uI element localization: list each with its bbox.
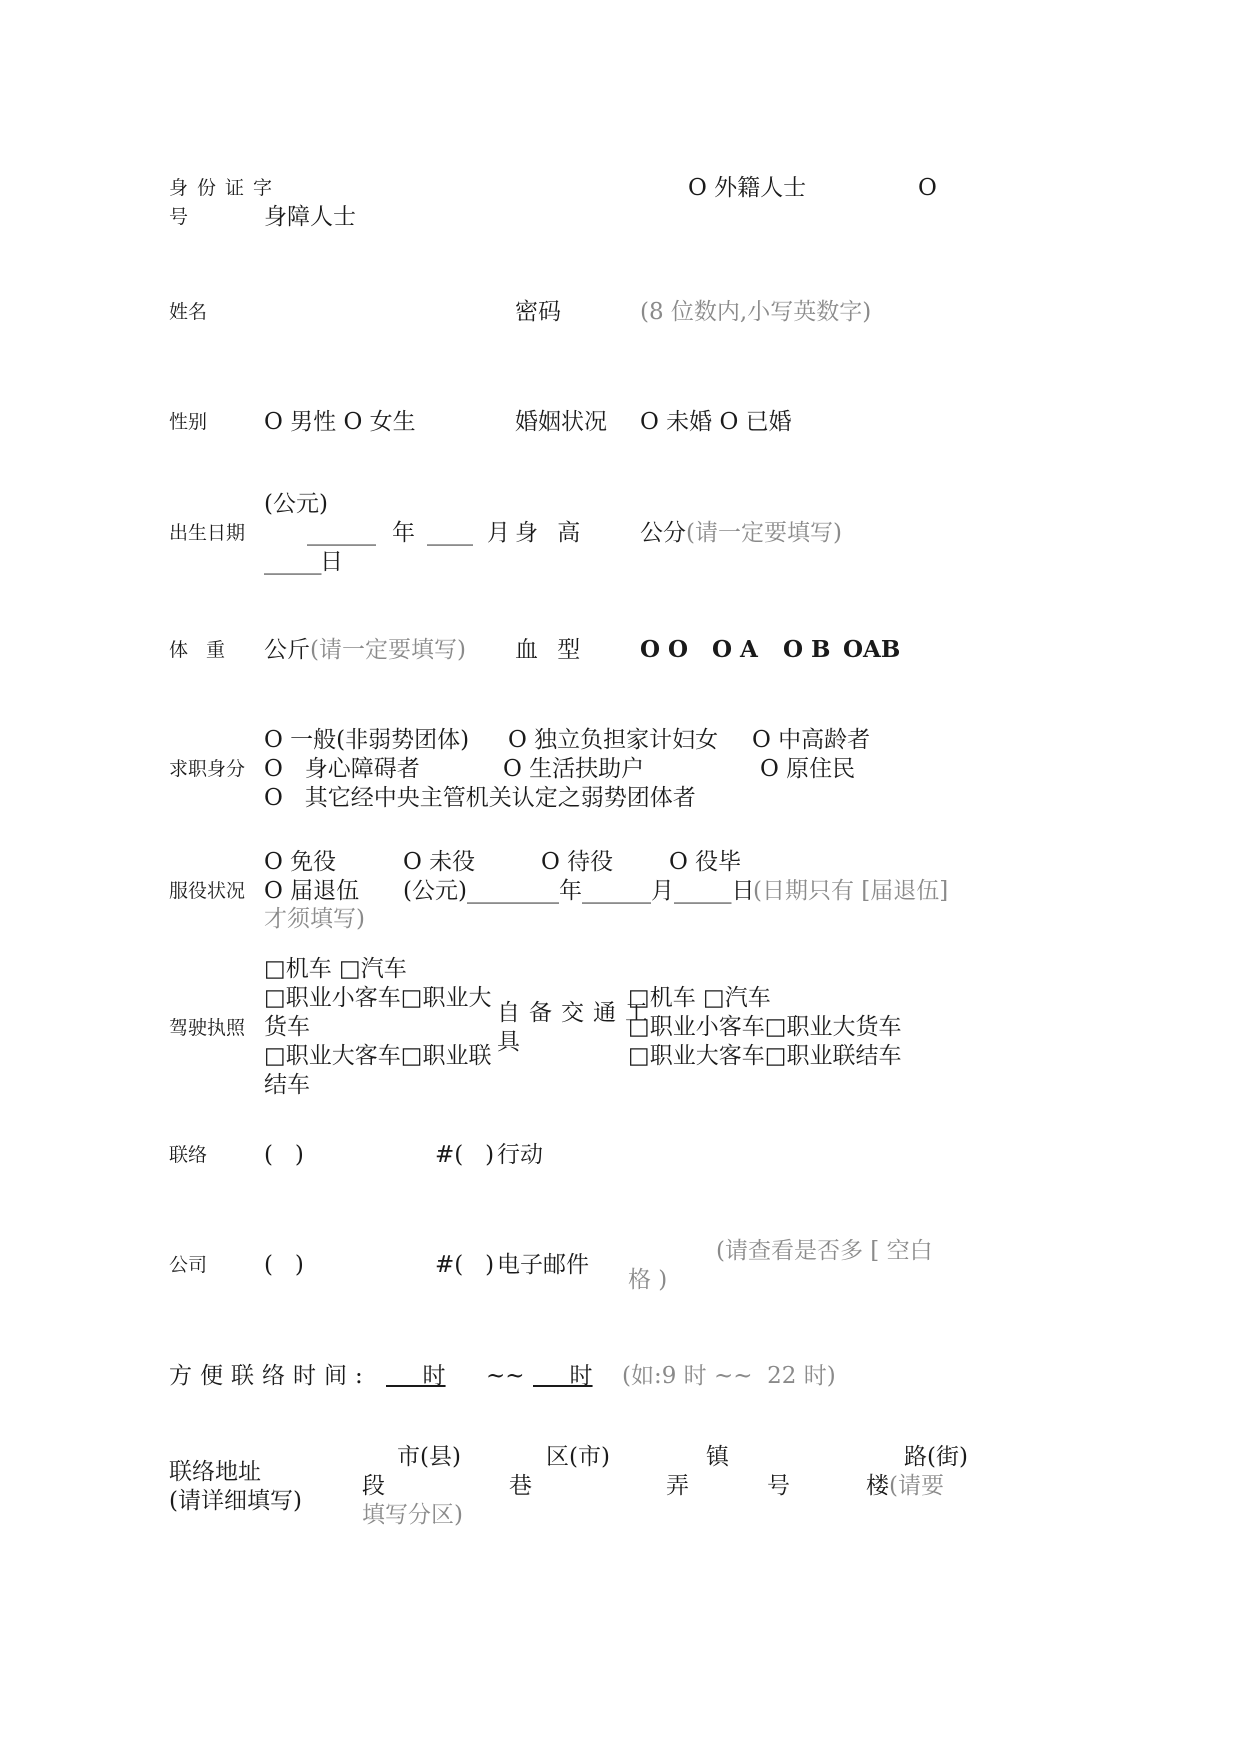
- transport-option-line[interactable]: □职业大客车□职业联结车: [628, 1043, 902, 1069]
- address-floor: 楼: [866, 1473, 889, 1499]
- discharge-date-field[interactable]: (公元)________年______月_____日: [403, 878, 755, 904]
- id-label-cont: 号: [169, 206, 189, 228]
- email-hint-cont: 格 ): [628, 1267, 668, 1293]
- license-option-line[interactable]: □职业小客车□职业大: [264, 985, 492, 1011]
- job-single-mother-radio[interactable]: O 独立负担家计妇女: [508, 727, 719, 753]
- contact-area-code[interactable]: ( ): [264, 1142, 304, 1168]
- id-foreign-radio[interactable]: O 外籍人士: [688, 175, 807, 201]
- job-senior-radio[interactable]: O 中高龄者: [752, 727, 871, 753]
- address-road: 路(街): [904, 1444, 968, 1470]
- job-status-label: 求职身分: [169, 758, 246, 780]
- name-label: 姓名: [169, 301, 208, 323]
- email-label: 电子邮件: [497, 1252, 589, 1278]
- company-label: 公司: [169, 1254, 208, 1276]
- height-field: [640, 517, 842, 549]
- birth-day-unit: 日: [320, 549, 343, 575]
- transport-label: 自备交通工: [497, 1000, 657, 1026]
- address-hint-cont: 填写分区): [362, 1502, 463, 1528]
- job-disabled-radio[interactable]: O 身心障碍者: [264, 756, 420, 782]
- contact-time-example: (如:9 时 ~~ 22 时): [622, 1363, 836, 1389]
- birth-year-unit: 年: [392, 520, 415, 546]
- birth-label: 出生日期: [169, 522, 246, 544]
- address-hint-clip: [889, 1470, 944, 1502]
- blood-ab-radio[interactable]: OAB: [843, 636, 901, 663]
- birth-month-unit: 月: [487, 520, 510, 546]
- contact-extension[interactable]: #( ): [435, 1142, 495, 1168]
- address-alley: 弄: [666, 1473, 689, 1499]
- gender-female-radio[interactable]: O 女生: [343, 409, 416, 435]
- contact-label: 联络: [169, 1144, 208, 1166]
- transport-option-line[interactable]: □机车 □汽车: [628, 985, 771, 1011]
- address-number: 号: [767, 1473, 790, 1499]
- blood-b-radio[interactable]: O B: [783, 636, 831, 663]
- company-area-code[interactable]: ( ): [264, 1252, 304, 1278]
- address-town: 镇: [706, 1444, 729, 1470]
- address-label: 联络地址: [169, 1459, 261, 1485]
- gender-male-radio[interactable]: O 男性: [264, 409, 337, 435]
- weight-hint: (请一定要填写): [310, 637, 466, 663]
- gender-label: 性别: [169, 411, 208, 433]
- address-lane: 巷: [509, 1473, 532, 1499]
- password-label: 密码: [515, 299, 561, 325]
- marital-options: [640, 406, 792, 438]
- blood-o-radio[interactable]: O O: [640, 636, 689, 663]
- job-general-radio[interactable]: O 一般(非弱势团体): [264, 727, 470, 753]
- blood-label: 血 型: [515, 637, 587, 663]
- military-completed-radio[interactable]: O 役毕: [669, 849, 742, 875]
- weight-unit: 公斤: [264, 637, 310, 663]
- email-hint: (请查看是否多 [ 空白: [716, 1238, 933, 1264]
- address-city: 市(县): [397, 1444, 461, 1470]
- weight-label: 体 重: [169, 639, 232, 661]
- birth-year-field[interactable]: ______: [307, 520, 376, 546]
- job-aboriginal-radio[interactable]: O 原住民: [760, 756, 856, 782]
- password-hint: (8 位数内,小写英数字): [640, 299, 872, 325]
- military-not-served-radio[interactable]: O 未役: [403, 849, 476, 875]
- id-label: 身份证字: [169, 177, 282, 199]
- military-exempt-radio[interactable]: O 免役: [264, 849, 337, 875]
- marital-single-radio[interactable]: O 未婚: [640, 409, 713, 435]
- contact-time-sep: ~~: [486, 1363, 525, 1389]
- height-label: 身 高: [515, 520, 587, 546]
- height-unit: 公分: [640, 520, 686, 546]
- id-disabled-label: 身障人士: [264, 204, 356, 230]
- gender-options: [264, 406, 416, 438]
- birth-era: (公元): [264, 491, 328, 517]
- license-option-line[interactable]: □职业大客车□职业联: [264, 1043, 492, 1069]
- birth-day-field[interactable]: _____: [264, 549, 322, 575]
- license-label: 驾驶执照: [169, 1017, 246, 1039]
- mobile-label: 行动: [497, 1142, 543, 1168]
- military-discharging-radio[interactable]: O 届退伍: [264, 878, 360, 904]
- address-section: 段: [362, 1473, 385, 1499]
- address-hint: (请要: [889, 1473, 944, 1499]
- transport-option-line[interactable]: □职业小客车□职业大货车: [628, 1014, 902, 1040]
- transport-label-cont: 具: [497, 1029, 520, 1055]
- discharge-date-hint-cont: 才须填写): [264, 906, 365, 932]
- id-disabled-radio[interactable]: O: [918, 175, 937, 201]
- job-other-radio[interactable]: O 其它经中央主管机关认定之弱势团体者: [264, 785, 696, 811]
- company-extension[interactable]: #( ): [435, 1252, 495, 1278]
- height-hint: (请一定要填写): [686, 520, 842, 546]
- birth-month-field[interactable]: ____: [427, 520, 473, 546]
- contact-time-to[interactable]: 时: [533, 1363, 593, 1389]
- military-label: 服役状况: [169, 880, 246, 902]
- address-label-hint: (请详细填写): [169, 1488, 302, 1514]
- license-option-cont: 结车: [264, 1072, 310, 1098]
- job-welfare-radio[interactable]: O 生活扶助户: [503, 756, 645, 782]
- military-waiting-radio[interactable]: O 待役: [541, 849, 614, 875]
- license-option-cont: 货车: [264, 1014, 310, 1040]
- contact-time-label: 方便联络时间:: [169, 1363, 371, 1389]
- weight-field: [264, 634, 466, 666]
- blood-a-radio[interactable]: O A: [712, 636, 758, 663]
- marital-married-radio[interactable]: O 已婚: [719, 409, 792, 435]
- contact-time-from[interactable]: 时: [386, 1363, 446, 1389]
- marital-label: 婚姻状况: [515, 409, 607, 435]
- license-option-line[interactable]: □机车 □汽车: [264, 956, 407, 982]
- address-road-clip: [904, 1441, 968, 1473]
- discharge-date-hint: (日期只有 [届退伍]: [753, 878, 949, 904]
- address-district: 区(市): [546, 1444, 610, 1470]
